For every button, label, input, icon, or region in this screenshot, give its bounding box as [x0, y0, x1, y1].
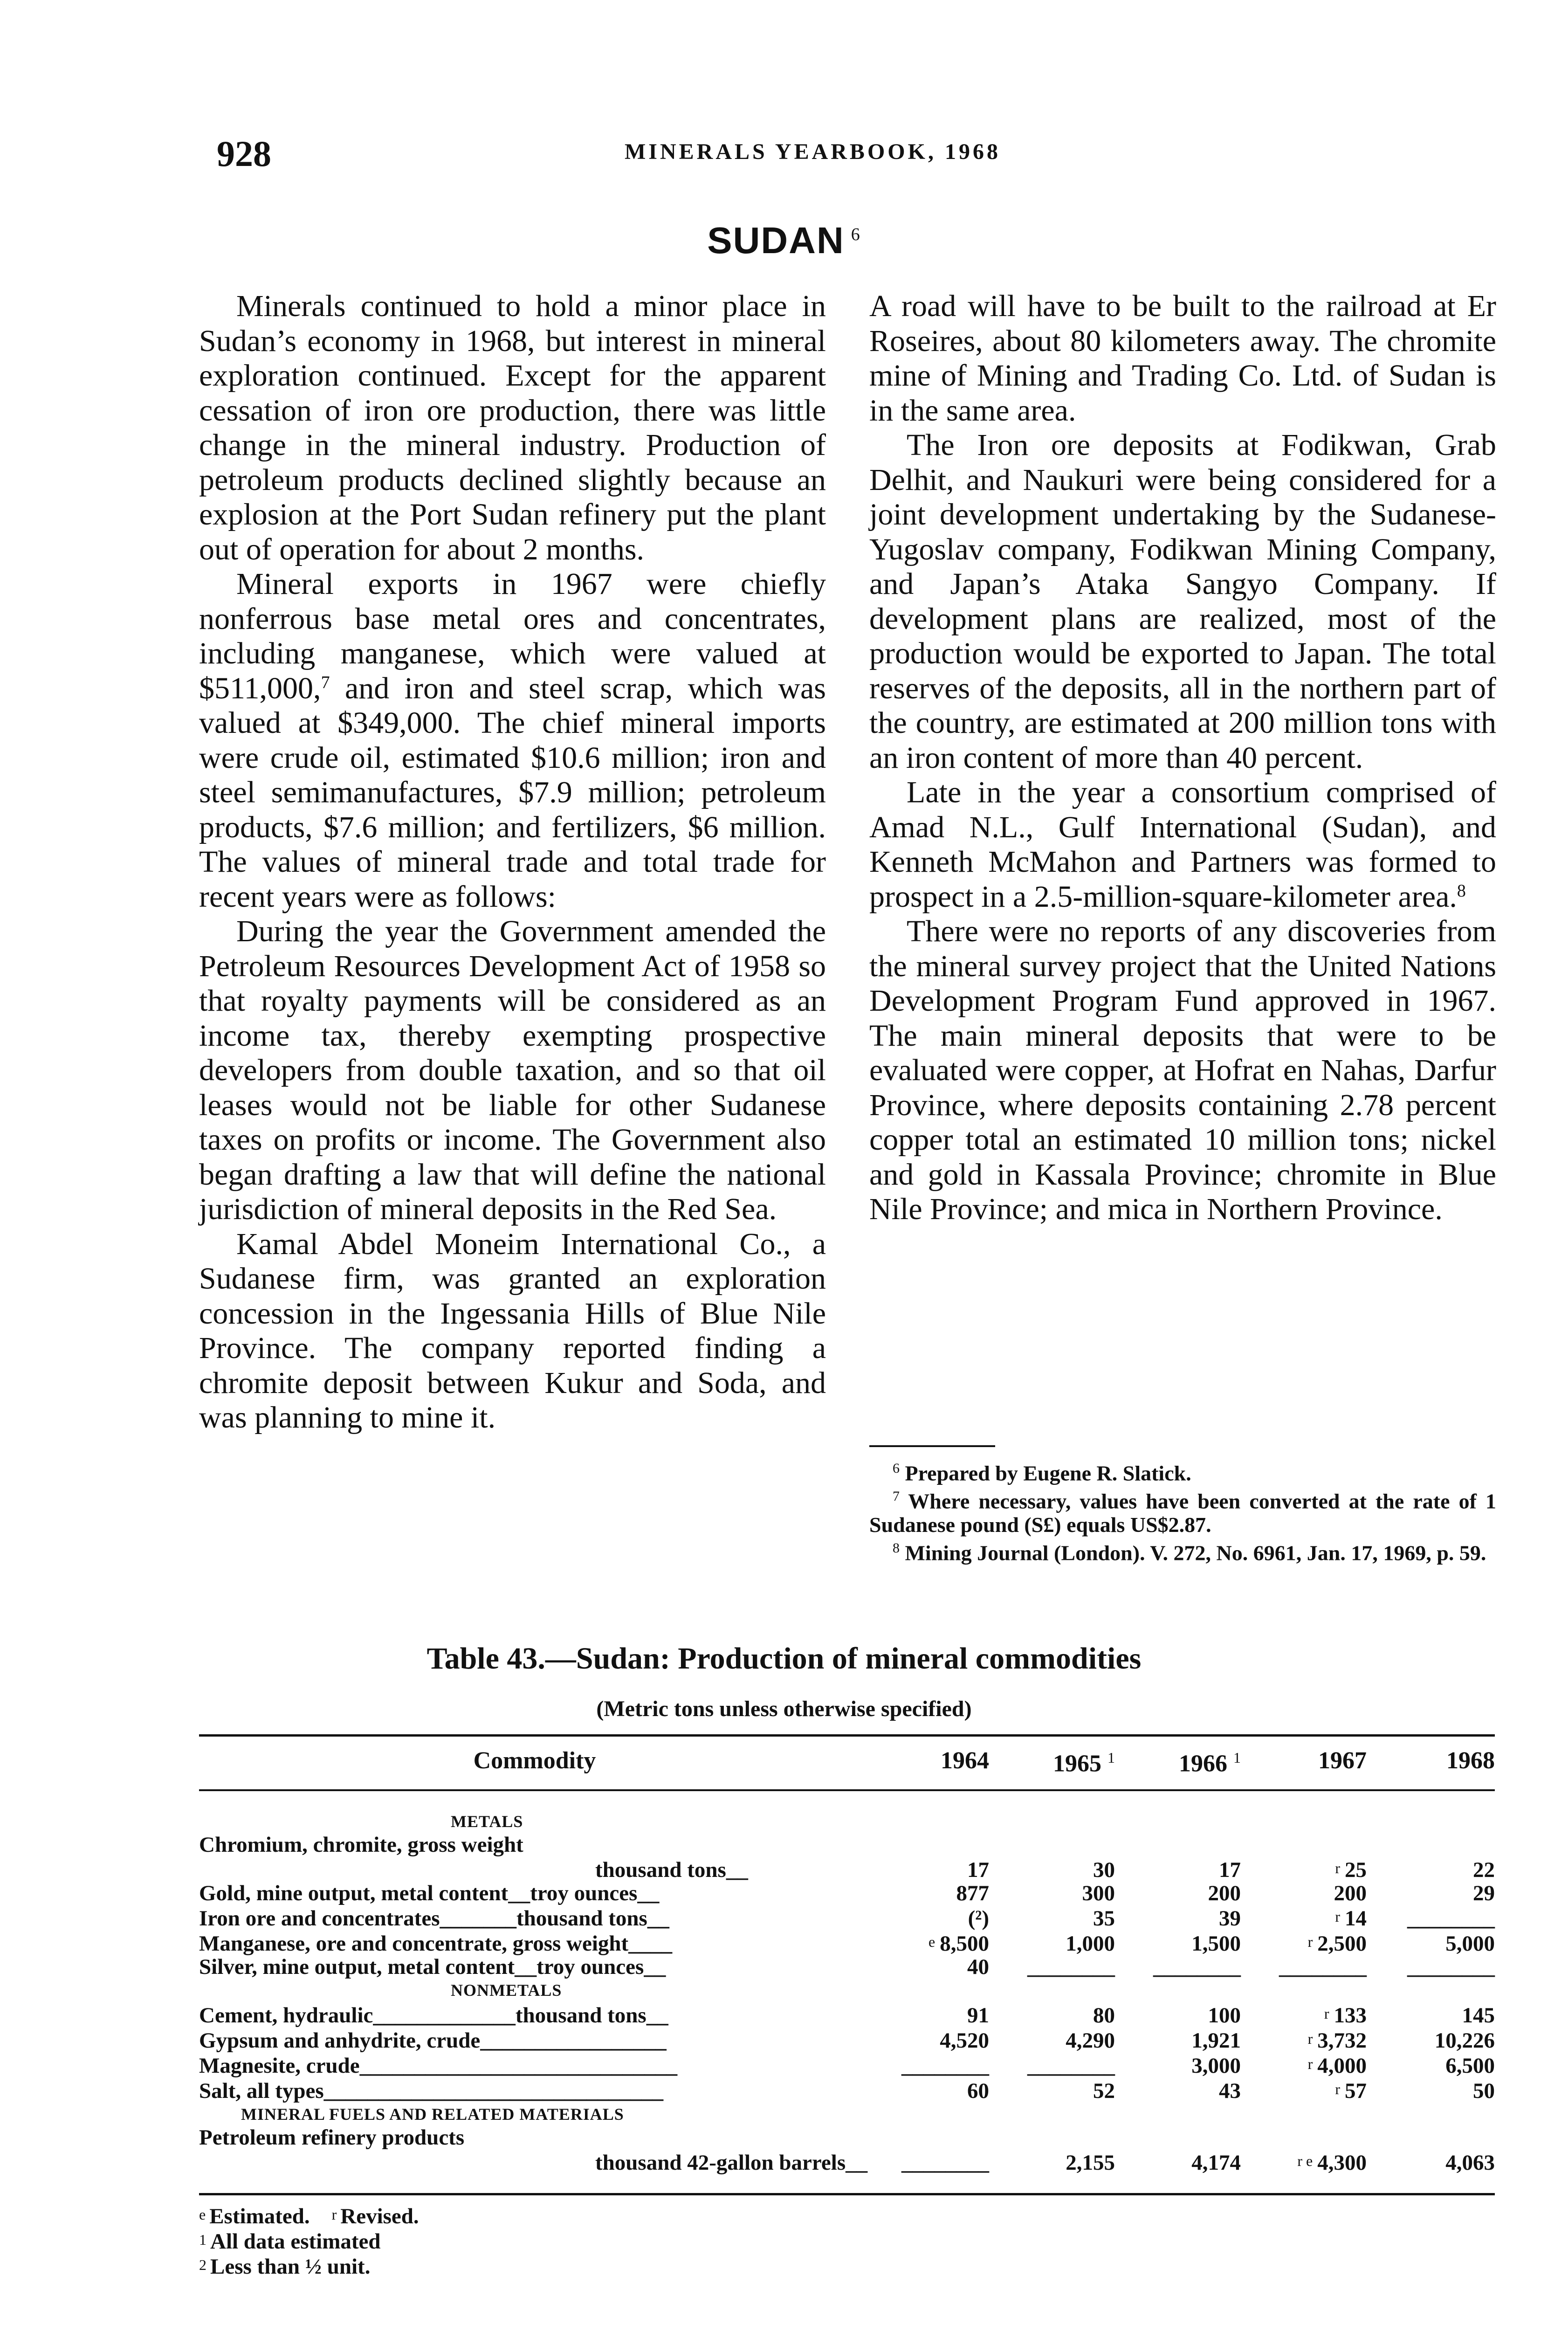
category-row	[199, 1979, 1495, 2002]
table-cell	[1241, 2077, 1367, 2103]
table-cell	[870, 1955, 989, 1979]
legend-text: Less than ½ unit.	[210, 2255, 371, 2279]
table-row	[199, 2052, 1495, 2077]
footnote	[869, 1485, 1496, 1536]
cell-value: ________	[1407, 1906, 1495, 1931]
row-label: Manganese, ore and concentrate, gross weight____	[199, 1931, 673, 1956]
cell-value: 3,732	[1317, 2028, 1367, 2053]
row-label: Gold, mine output, metal content__troy ounces__	[199, 1881, 660, 1906]
legend-mark: r	[331, 2206, 337, 2223]
paragraph: The Iron ore deposits at Fodikwan, Grab Delhit, and Naukuri were being considered for a joint development undertaking by the Sudanese-Yugoslav company, Fodikwan Mining Company, and Japan’s Ataka Sangyo Company. If development plans are realized, most of the production would be exported to Japan. The total reserves of the deposits, all in the northern part of the country, are estimated at 200 million tons with an iron content of more than 40 percent.	[869, 428, 1496, 775]
cell-value: 5,000	[1445, 1931, 1495, 1956]
table-cell	[1241, 2149, 1367, 2194]
cell-value: 2,155	[1066, 2151, 1115, 2175]
table-cell	[1367, 1856, 1495, 1882]
footnote-mark: 6	[893, 1461, 900, 1476]
table-row	[199, 1856, 1495, 1882]
row-label: Salt, all types_______________________________	[199, 2079, 664, 2103]
table-cell	[1367, 2077, 1495, 2103]
table-row	[199, 2149, 1495, 2194]
table-row	[199, 2002, 1495, 2027]
paragraph-text: Late in the year a consortium comprised of Amad N.L., Gulf International (Sudan), and Kenneth McMahon and Partners was formed to prospect in a 2.5-million-square-kilometer area.	[869, 775, 1496, 914]
cell-value: 200	[1334, 1881, 1367, 1906]
table-cell	[989, 1905, 1115, 1930]
footnote-divider	[869, 1445, 995, 1447]
table-cell	[989, 1856, 1115, 1882]
table-cell	[870, 2052, 989, 2077]
footnote-ref: 8	[1457, 881, 1466, 901]
table-cell	[989, 1930, 1115, 1955]
paragraph-text: Mineral exports in 1967 were chiefly nonferrous base metal ores and concentrates, including manganese, which were valued at $511,000,	[199, 567, 826, 705]
footnote-mark: 7	[893, 1489, 900, 1504]
footnote-text: Where necessary, values have been converted at the rate of 1 Sudanese pound (S£) equals US$2.87.	[869, 1489, 1496, 1537]
table-cell	[870, 1882, 989, 1905]
table-row	[199, 1955, 1495, 1979]
legend-line	[199, 2228, 419, 2253]
table-cell	[870, 2149, 989, 2194]
table-cell	[989, 1882, 1115, 1905]
section-title-text: SUDAN	[707, 220, 845, 261]
table-cell	[989, 2077, 1115, 2103]
footnote	[869, 1537, 1496, 1565]
table-cell	[1115, 1905, 1241, 1930]
table-cell	[870, 1930, 989, 1955]
page-number: 928	[217, 133, 271, 174]
legend-mark: 2	[199, 2256, 206, 2273]
cell-value: 35	[1093, 1906, 1115, 1931]
table-cell	[1241, 2002, 1367, 2027]
footnote-text: Mining Journal (London). V. 272, No. 6961, Jan. 17, 1969, p. 59.	[905, 1540, 1486, 1565]
cell-value: 200	[1208, 1881, 1241, 1906]
table-cell	[1241, 1955, 1367, 1979]
table-subtitle: (Metric tons unless otherwise specified)	[596, 1697, 972, 1721]
table-cell	[1241, 1930, 1367, 1955]
value-mark: r	[1307, 2030, 1313, 2048]
column-header-1966	[1115, 1736, 1241, 1791]
cell-value: 4,174	[1191, 2151, 1241, 2175]
table-cell	[1241, 2052, 1367, 2077]
legend-line	[199, 2203, 419, 2228]
cell-value: 57	[1345, 2079, 1367, 2103]
cell-value: 25	[1345, 1858, 1367, 1883]
cell-value: 4,520	[940, 2028, 989, 2053]
table-cell	[1367, 2149, 1495, 2194]
paragraph	[869, 775, 1496, 914]
table-cell	[1115, 2052, 1241, 2077]
table-cell	[1115, 1930, 1241, 1955]
cell-value: 877	[956, 1881, 989, 1906]
cell-value: 1,921	[1191, 2028, 1241, 2053]
table-cell	[870, 1856, 989, 1882]
paragraph: Minerals continued to hold a minor place in Sudan’s economy in 1968, but interest in mineral exploration continued. Except for the apparent cessation of iron ore production, there was little change in the mineral industry. Production of petroleum products declined slightly because an explosion at the Port Sudan refinery put the plant out of operation for about 2 months.	[199, 289, 826, 566]
row-label: Gypsum and anhydrite, crude_________________	[199, 2028, 667, 2053]
cell-value: ________	[901, 2151, 989, 2175]
footnote-text: Prepared by Eugene R. Slatick.	[905, 1461, 1191, 1485]
column-header-1964: 1964	[870, 1736, 989, 1791]
column-header-1968: 1968	[1367, 1736, 1495, 1791]
footnote-ref: 7	[321, 672, 330, 692]
value-mark: e	[928, 1933, 935, 1951]
cell-value: 8,500	[940, 1931, 989, 1956]
cell-value: ________	[1027, 1955, 1115, 1979]
left-column	[199, 289, 826, 1435]
running-head: MINERALS YEARBOOK, 1968	[625, 139, 1001, 164]
cell-value: 300	[1082, 1881, 1115, 1906]
cell-value: 43	[1219, 2079, 1241, 2103]
category-label: METALS	[451, 1812, 523, 1831]
column-header-commodity: Commodity	[199, 1736, 870, 1791]
category-row	[199, 2103, 1495, 2126]
footnotes	[869, 1457, 1496, 1565]
row-label: thousand 42-gallon barrels__	[199, 2149, 870, 2194]
table-row	[199, 1930, 1495, 1955]
paragraph: A road will have to be built to the railroad at Er Roseires, about 80 kilometers away. The chromite mine of Mining and Trading Co. Ltd. of Sudan is in the same area.	[869, 289, 1496, 428]
cell-value: 1,500	[1191, 1931, 1241, 1956]
table-cell	[989, 2149, 1115, 2194]
table-cell	[1367, 1905, 1495, 1930]
table-cell	[1115, 2077, 1241, 2103]
table-cell	[1115, 1856, 1241, 1882]
value-mark: r	[1335, 2081, 1340, 2098]
table-row	[199, 2027, 1495, 2052]
cell-value: ________	[1407, 1955, 1495, 1979]
footnote-mark: 8	[893, 1540, 900, 1556]
value-mark: r e	[1297, 2152, 1313, 2170]
table-row	[199, 1833, 1495, 1856]
table-title: Table 43.—Sudan: Production of mineral commodities	[426, 1641, 1142, 1676]
table-legend	[199, 2203, 419, 2278]
table-cell	[1367, 2027, 1495, 2052]
cell-value: 1,000	[1066, 1931, 1115, 1956]
footnote	[869, 1457, 1496, 1485]
row-label: thousand tons__	[595, 1858, 748, 1883]
table-cell	[870, 1905, 989, 1930]
column-header-1965	[989, 1736, 1115, 1791]
legend-text: Estimated.	[209, 2204, 310, 2228]
table-cell	[989, 2002, 1115, 2027]
legend-mark: 1	[199, 2231, 206, 2248]
paragraph: Kamal Abdel Moneim International Co., a Sudanese firm, was granted an exploration concession in the Ingessania Hills of Blue Nile Province. The company reported finding a chromite deposit between Kukur and Soda, and was planning to mine it.	[199, 1227, 826, 1434]
column-header-1967: 1967	[1241, 1736, 1367, 1791]
table-cell	[989, 1955, 1115, 1979]
paragraph-text: and iron and steel scrap, which was valued at $349,000. The chief mineral imports were crude oil, estimated $10.6 million; iron and steel semimanufactures, $7.9 million; petroleum products, $7.6 million; and fertilizers, $6 million. The values of mineral trade and total trade for recent years were as follows:	[199, 671, 826, 914]
cell-value: 22	[1473, 1858, 1495, 1883]
legend-mark: e	[199, 2206, 206, 2223]
table-cell	[989, 2027, 1115, 2052]
row-label: Petroleum refinery products	[199, 2125, 465, 2150]
cell-value: 3,000	[1191, 2054, 1241, 2078]
table-cell	[1115, 1882, 1241, 1905]
table-row	[199, 2077, 1495, 2103]
cell-value: 39	[1219, 1906, 1241, 1931]
right-column	[869, 289, 1496, 1227]
column-header-label: 1966	[1179, 1750, 1227, 1777]
value-mark: r	[1324, 2005, 1329, 2022]
cell-value: 30	[1093, 1858, 1115, 1883]
table-cell	[1241, 2027, 1367, 2052]
section-title	[0, 219, 1568, 262]
category-label: NONMETALS	[451, 1981, 562, 2000]
legend-text: Revised.	[340, 2204, 419, 2228]
cell-value: 2,500	[1317, 1931, 1367, 1956]
table-cell	[1115, 1955, 1241, 1979]
cell-value: 52	[1093, 2079, 1115, 2103]
legend-text: All data estimated	[210, 2229, 381, 2254]
cell-value: ________	[1279, 1955, 1367, 1979]
table-cell	[1115, 2002, 1241, 2027]
cell-value: ________	[1027, 2054, 1115, 2078]
paragraph: During the year the Government amended the Petroleum Resources Development Act of 1958 so that royalty payments will be considered as an income tax, thereby exempting prospective developers from double taxation, and so that oil leases would not be liable for other Sudanese taxes on profits or income. The Government also began drafting a law that will define the national jurisdiction of mineral deposits in the Red Sea.	[199, 914, 826, 1226]
cell-value: ________	[901, 2054, 989, 2078]
table-cell	[1367, 1930, 1495, 1955]
table-cell	[1241, 1882, 1367, 1905]
cell-value: 10,226	[1434, 2028, 1495, 2053]
cell-value: 145	[1462, 2003, 1495, 2028]
cell-value: 29	[1473, 1881, 1495, 1906]
table-row	[199, 1905, 1495, 1930]
category-label: MINERAL FUELS AND RELATED MATERIALS	[241, 2105, 624, 2124]
cell-value: 60	[967, 2079, 989, 2103]
cell-value: 80	[1093, 2003, 1115, 2028]
cell-value: 6,500	[1445, 2054, 1495, 2078]
value-mark: r	[1335, 1860, 1340, 1877]
production-table	[199, 1734, 1495, 2195]
row-label: Chromium, chromite, gross weight	[199, 1833, 523, 1857]
row-label: Magnesite, crude_____________________________	[199, 2054, 678, 2078]
paragraph	[199, 567, 826, 914]
cell-value: 100	[1208, 2003, 1241, 2028]
table-header-row	[199, 1736, 1495, 1791]
cell-value: 133	[1334, 2003, 1367, 2028]
cell-value: 4,290	[1066, 2028, 1115, 2053]
cell-value: 40	[967, 1955, 989, 1979]
cell-value: 4,063	[1445, 2151, 1495, 2175]
cell-value: 91	[967, 2003, 989, 2028]
cell-value: 14	[1345, 1906, 1367, 1931]
table-cell	[1115, 2149, 1241, 2194]
table-cell	[1367, 2002, 1495, 2027]
value-mark: r	[1307, 2055, 1313, 2073]
category-row	[199, 1790, 1495, 1833]
table-cell	[1367, 1882, 1495, 1905]
table-cell	[989, 2052, 1115, 2077]
row-label: Iron ore and concentrates_______thousand tons__	[199, 1906, 669, 1931]
table-cell	[1115, 2027, 1241, 2052]
cell-value: ________	[1153, 1955, 1241, 1979]
table-row	[199, 1882, 1495, 1905]
header-note-mark: 1	[1233, 1749, 1241, 1766]
table-cell	[870, 2002, 989, 2027]
cell-value: (²)	[968, 1906, 989, 1931]
table-cell	[1367, 2052, 1495, 2077]
paragraph: There were no reports of any discoveries from the mineral survey project that the United Nations Development Program Fund approved in 1967. The main mineral deposits that were to be evaluated were copper, at Hofrat en Nahas, Darfur Province, where deposits containing 2.78 percent copper total an estimated 10 million tons; nickel and gold in Kassala Province; chromite in Blue Nile Province; and mica in Northern Province.	[869, 914, 1496, 1226]
table-cell	[1241, 1905, 1367, 1930]
column-header-label: 1965	[1053, 1750, 1101, 1777]
table-row	[199, 2126, 1495, 2149]
legend-line	[199, 2253, 419, 2278]
cell-value: 17	[1219, 1858, 1241, 1883]
value-mark: r	[1335, 1908, 1340, 1925]
section-footnote-ref: 6	[851, 225, 861, 244]
table-cell	[870, 2027, 989, 2052]
table-cell	[1367, 1955, 1495, 1979]
cell-value: 50	[1473, 2079, 1495, 2103]
table-cell	[870, 2077, 989, 2103]
table-cell	[1241, 1856, 1367, 1882]
header-note-mark: 1	[1107, 1749, 1115, 1766]
cell-value: 17	[967, 1858, 989, 1883]
row-label: Cement, hydraulic_____________thousand tons__	[199, 2003, 668, 2028]
cell-value: 4,300	[1317, 2151, 1367, 2175]
cell-value: 4,000	[1317, 2054, 1367, 2078]
row-label: Silver, mine output, metal content__troy ounces__	[199, 1955, 666, 1979]
value-mark: r	[1307, 1933, 1313, 1951]
